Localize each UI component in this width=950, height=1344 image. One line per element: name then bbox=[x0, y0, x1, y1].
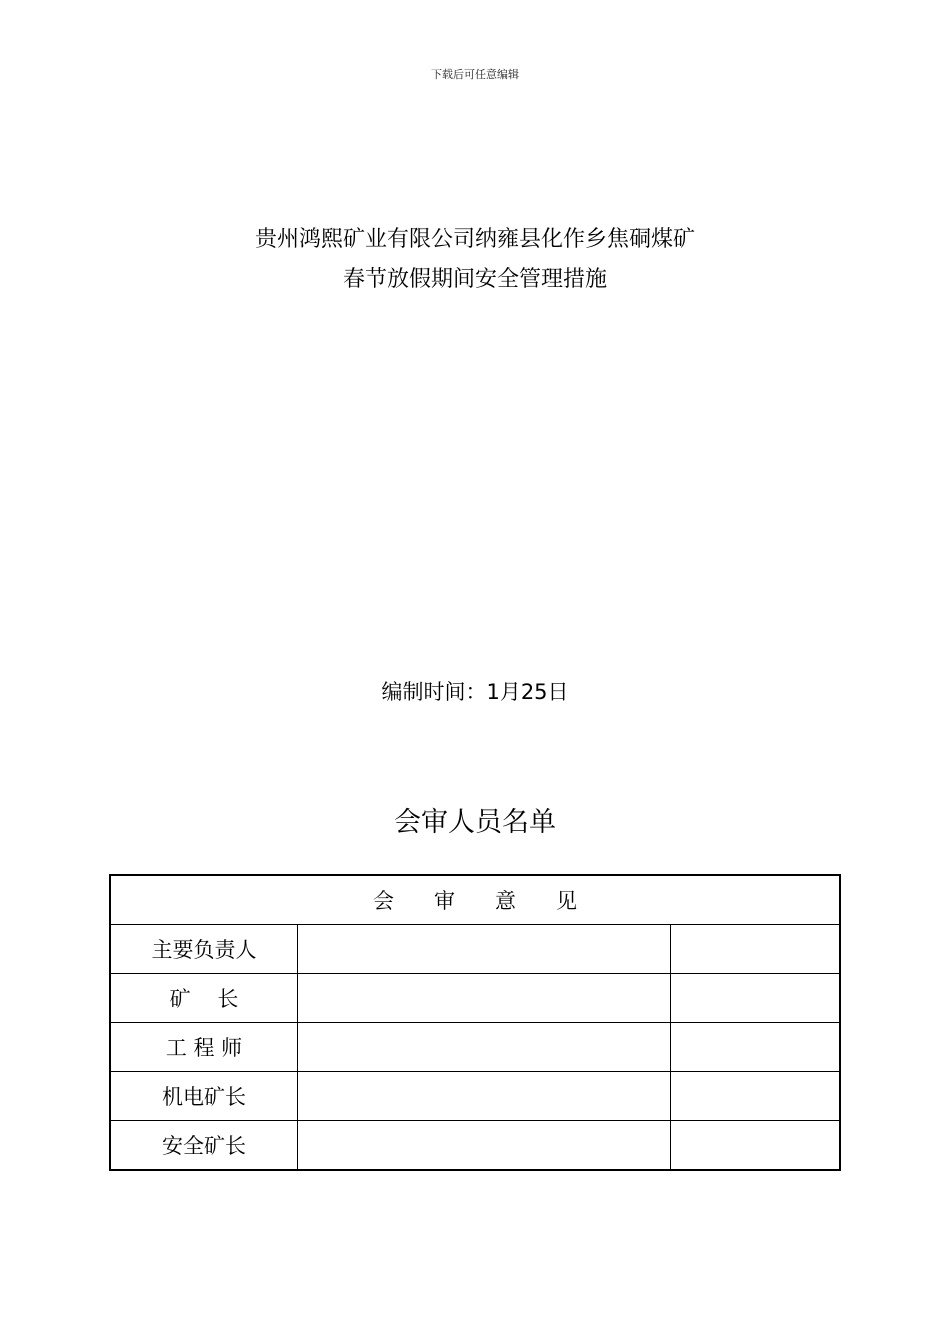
signature-cell[interactable] bbox=[671, 974, 841, 1023]
table-row bbox=[110, 1121, 840, 1171]
role-cell: 主要负责人 bbox=[110, 925, 298, 974]
review-table bbox=[109, 874, 841, 1171]
opinion-cell[interactable] bbox=[298, 1072, 671, 1121]
opinion-cell[interactable] bbox=[298, 925, 671, 974]
role-cell: 工 程 师 bbox=[110, 1023, 298, 1072]
header-note: 下载后可任意编辑 bbox=[431, 68, 519, 81]
signature-cell[interactable] bbox=[671, 925, 841, 974]
table-row bbox=[110, 1072, 840, 1121]
document-title-line-1: 贵州鸿熙矿业有限公司纳雍县化作乡焦硐煤矿 bbox=[254, 227, 695, 252]
signature-cell[interactable] bbox=[671, 1023, 841, 1072]
role-cell: 矿 长 bbox=[110, 974, 298, 1023]
table-row bbox=[110, 974, 840, 1023]
table-row bbox=[110, 1023, 840, 1072]
document-title-line-2: 春节放假期间安全管理措施 bbox=[342, 267, 607, 292]
signature-cell[interactable] bbox=[671, 1072, 841, 1121]
role-cell: 机电矿长 bbox=[110, 1072, 298, 1121]
opinion-cell[interactable] bbox=[298, 1121, 671, 1171]
opinion-cell[interactable] bbox=[298, 974, 671, 1023]
review-table-header-label: 会审意见 bbox=[373, 889, 617, 913]
signature-cell[interactable] bbox=[671, 1121, 841, 1171]
opinion-cell[interactable] bbox=[298, 1023, 671, 1072]
review-table-header bbox=[110, 875, 840, 925]
table-row bbox=[110, 925, 840, 974]
reviewers-heading: 会审人员名单 bbox=[394, 807, 556, 838]
compile-date: 编制时间：1月25日 bbox=[381, 680, 569, 704]
role-cell: 安全矿长 bbox=[110, 1121, 298, 1171]
review-table-header-row bbox=[110, 875, 840, 925]
